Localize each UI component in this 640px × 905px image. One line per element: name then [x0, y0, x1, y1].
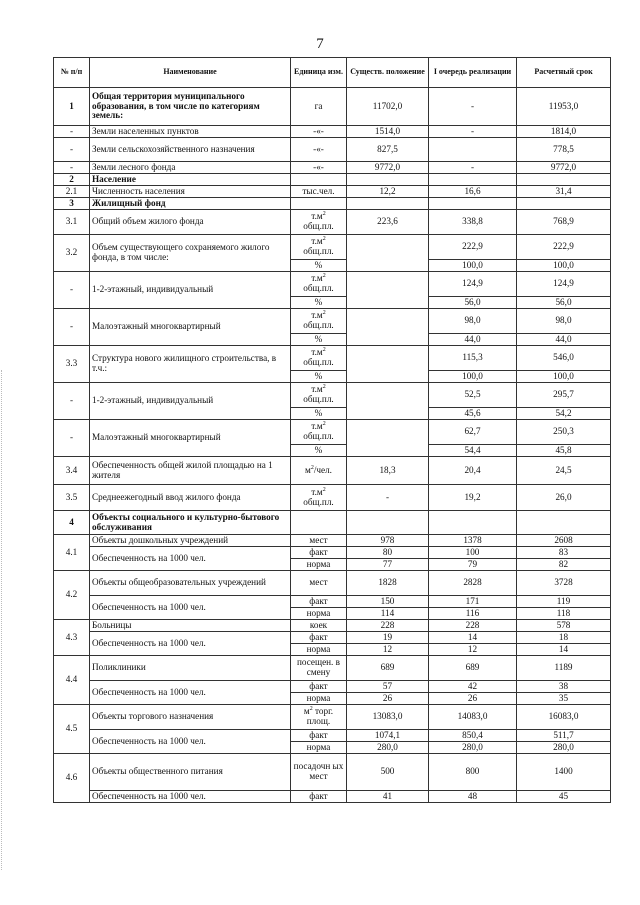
- row-target: 1189: [517, 656, 611, 681]
- header-num: № п/п: [54, 58, 90, 88]
- row-num: -: [54, 383, 90, 420]
- row-existing: 1514,0: [347, 126, 429, 138]
- row-first-percent: 100,0: [429, 260, 517, 272]
- section-title: Объекты социального и культурно-бытового обслуживания: [90, 511, 291, 535]
- table-row: [54, 547, 611, 559]
- table-row: [54, 272, 611, 297]
- row-unit-percent: %: [291, 445, 347, 457]
- section-title: Население: [90, 174, 291, 186]
- row-first: 116: [429, 608, 517, 620]
- row-first: 52,5: [429, 383, 517, 408]
- row-first-percent: 45,6: [429, 408, 517, 420]
- table-row: [54, 620, 611, 632]
- row-subname: Обеспеченность на 1000 чел.: [90, 632, 291, 656]
- row-existing: [347, 346, 429, 383]
- section-num: 3: [54, 198, 90, 210]
- table-row: [54, 730, 611, 742]
- row-first: 48: [429, 791, 517, 803]
- row-existing: 26: [347, 693, 429, 705]
- row-unit: посещен. в смену: [291, 656, 347, 681]
- row-target: 9772,0: [517, 162, 611, 174]
- row-unit-fact: факт: [291, 730, 347, 742]
- row-unit: $т.м^2$ общ.пл.: [291, 210, 347, 235]
- scan-edge-marks: [1, 370, 4, 870]
- row-target: 18: [517, 632, 611, 644]
- row-name: Обеспеченность общей жилой площадью на 1 жителя: [90, 457, 291, 485]
- section-num: 2: [54, 174, 90, 186]
- table-header-row: [54, 58, 611, 88]
- table-row: [54, 656, 611, 681]
- row-first: 19,2: [429, 485, 517, 511]
- row-existing: [347, 309, 429, 346]
- row-existing: 689: [347, 656, 429, 681]
- table-row: [54, 88, 611, 126]
- row-existing: -: [347, 485, 429, 511]
- table-row: [54, 126, 611, 138]
- row-target: 38: [517, 681, 611, 693]
- row-existing: 12,2: [347, 186, 429, 198]
- section-title: Жилищный фонд: [90, 198, 291, 210]
- row-unit: $т.м^2$ общ.пл.: [291, 485, 347, 511]
- row-unit-percent: %: [291, 260, 347, 272]
- row-subname: Обеспеченность на 1000 чел.: [90, 596, 291, 620]
- row-target: 578: [517, 620, 611, 632]
- table-row: [54, 162, 611, 174]
- row-existing: [347, 383, 429, 420]
- row-unit-fact: факт: [291, 632, 347, 644]
- section-num: 4: [54, 511, 90, 535]
- row-first: 14: [429, 632, 517, 644]
- row-first: 42: [429, 681, 517, 693]
- row-num: 3.5: [54, 485, 90, 511]
- row-unit-percent: %: [291, 408, 347, 420]
- row-existing: 19: [347, 632, 429, 644]
- row-first: [429, 138, 517, 162]
- row-num: -: [54, 162, 90, 174]
- row-unit-fact: факт: [291, 547, 347, 559]
- table-row: [54, 681, 611, 693]
- row-first-percent: 44,0: [429, 334, 517, 346]
- table-row: [54, 485, 611, 511]
- row-first: 222,9: [429, 235, 517, 260]
- row-target-percent: 100,0: [517, 371, 611, 383]
- row-num: -: [54, 126, 90, 138]
- row-target: 45: [517, 791, 611, 803]
- row-existing: 80: [347, 547, 429, 559]
- row-num: -: [54, 309, 90, 346]
- row-num: 3.2: [54, 235, 90, 272]
- row-num: -: [54, 420, 90, 457]
- row-unit: тыс.чел.: [291, 186, 347, 198]
- row-unit: -«-: [291, 162, 347, 174]
- table-row: [54, 457, 611, 485]
- row-first: 338,8: [429, 210, 517, 235]
- row-existing: 77: [347, 559, 429, 571]
- row-existing: 11702,0: [347, 88, 429, 126]
- row-existing: 1074,1: [347, 730, 429, 742]
- table-row: [54, 632, 611, 644]
- row-num: -: [54, 272, 90, 309]
- row-unit-percent: %: [291, 371, 347, 383]
- row-target-percent: 100,0: [517, 260, 611, 272]
- row-name: Среднеежегодный ввод жилого фонда: [90, 485, 291, 511]
- row-num: 3.1: [54, 210, 90, 235]
- row-name: Объекты дошкольных учреждений: [90, 535, 291, 547]
- row-unit-percent: %: [291, 297, 347, 309]
- row-target: 98,0: [517, 309, 611, 334]
- row-existing: 41: [347, 791, 429, 803]
- row-first: 115,3: [429, 346, 517, 371]
- row-existing: 150: [347, 596, 429, 608]
- row-target: 3728: [517, 571, 611, 596]
- row-existing: 223,6: [347, 210, 429, 235]
- row-name: Численность населения: [90, 186, 291, 198]
- row-unit: $т.м^2$ общ.пл.: [291, 309, 347, 334]
- row-name: Земли сельскохозяйственного назначения: [90, 138, 291, 162]
- row-first: -: [429, 88, 517, 126]
- row-target: 16083,0: [517, 705, 611, 730]
- row-unit-norm: норма: [291, 693, 347, 705]
- row-first: 16,6: [429, 186, 517, 198]
- row-first: 850,4: [429, 730, 517, 742]
- table-row: [54, 420, 611, 445]
- row-unit: мест: [291, 535, 347, 547]
- row-subname: Обеспеченность на 1000 чел.: [90, 681, 291, 705]
- row-first: 14083,0: [429, 705, 517, 730]
- row-unit: $м^2$ торг. площ.: [291, 705, 347, 730]
- row-existing: 827,5: [347, 138, 429, 162]
- row-first: 280,0: [429, 742, 517, 754]
- row-num: -: [54, 138, 90, 162]
- row-unit: $т.м^2$ общ.пл.: [291, 420, 347, 445]
- row-name: Структура нового жилищного строительства, в т.ч.:: [90, 346, 291, 383]
- row-target: 222,9: [517, 235, 611, 260]
- row-name: Объем существующего сохраняемого жилого фонда, в том числе:: [90, 235, 291, 272]
- row-target: 546,0: [517, 346, 611, 371]
- row-unit-percent: %: [291, 334, 347, 346]
- header-target: Расчетный срок: [517, 58, 611, 88]
- row-existing: 1828: [347, 571, 429, 596]
- row-existing: [347, 235, 429, 260]
- row-target-percent: 56,0: [517, 297, 611, 309]
- row-target: 778,5: [517, 138, 611, 162]
- row-target: 511,7: [517, 730, 611, 742]
- row-unit: -«-: [291, 126, 347, 138]
- row-num: 4.2: [54, 571, 90, 620]
- indicators-table: [53, 57, 611, 803]
- row-name: Общая территория муниципального образования, в том числе по категориям земель:: [90, 88, 291, 126]
- row-first: 79: [429, 559, 517, 571]
- row-unit: мест: [291, 571, 347, 596]
- row-target: 124,9: [517, 272, 611, 297]
- table-row: [54, 596, 611, 608]
- row-num: 4.4: [54, 656, 90, 705]
- header-first-stage: I очередь реализации: [429, 58, 517, 88]
- row-first-percent: 100,0: [429, 371, 517, 383]
- row-existing: 228: [347, 620, 429, 632]
- row-target: 280,0: [517, 742, 611, 754]
- row-unit: $т.м^2$ общ.пл.: [291, 383, 347, 408]
- row-name: Объекты общественного питания: [90, 754, 291, 791]
- row-target: 1400: [517, 754, 611, 791]
- row-unit: $т.м^2$ общ.пл.: [291, 346, 347, 371]
- row-unit-norm: норма: [291, 559, 347, 571]
- row-target: 250,3: [517, 420, 611, 445]
- row-target: 24,5: [517, 457, 611, 485]
- row-target: 31,4: [517, 186, 611, 198]
- row-existing: [347, 272, 429, 309]
- table-row: [54, 346, 611, 371]
- row-target: 2608: [517, 535, 611, 547]
- row-unit-fact: факт: [291, 681, 347, 693]
- table-row: [54, 754, 611, 791]
- row-existing: 13083,0: [347, 705, 429, 730]
- row-name: Больницы: [90, 620, 291, 632]
- section-row: [54, 511, 611, 535]
- row-existing: [347, 260, 429, 272]
- row-unit-norm: норма: [291, 742, 347, 754]
- table-row: [54, 571, 611, 596]
- row-name: Объекты общеобразовательных учреждений: [90, 571, 291, 596]
- row-first: 12: [429, 644, 517, 656]
- table-row: [54, 705, 611, 730]
- row-first: 98,0: [429, 309, 517, 334]
- row-num: 3.4: [54, 457, 90, 485]
- row-name: Поликлиники: [90, 656, 291, 681]
- row-unit: посадочн ых мест: [291, 754, 347, 791]
- row-num: 2.1: [54, 186, 90, 198]
- row-subname: Обеспеченность на 1000 чел.: [90, 791, 291, 803]
- row-first: 20,4: [429, 457, 517, 485]
- row-name: Земли населенных пунктов: [90, 126, 291, 138]
- row-num: 4.5: [54, 705, 90, 754]
- table-row: [54, 791, 611, 803]
- table-row: [54, 186, 611, 198]
- row-existing: 114: [347, 608, 429, 620]
- row-target: 295,7: [517, 383, 611, 408]
- header-unit: Единица изм.: [291, 58, 347, 88]
- row-first: 2828: [429, 571, 517, 596]
- row-num: 1: [54, 88, 90, 126]
- row-target: 11953,0: [517, 88, 611, 126]
- row-existing: 12: [347, 644, 429, 656]
- row-first: 689: [429, 656, 517, 681]
- table-row: [54, 210, 611, 235]
- row-existing: 57: [347, 681, 429, 693]
- row-existing: 18,3: [347, 457, 429, 485]
- row-existing: [347, 420, 429, 457]
- row-num: 4.3: [54, 620, 90, 656]
- row-subname: Обеспеченность на 1000 чел.: [90, 730, 291, 754]
- table-row: [54, 309, 611, 334]
- header-name: Наименование: [90, 58, 291, 88]
- row-first-percent: 56,0: [429, 297, 517, 309]
- row-first: 1378: [429, 535, 517, 547]
- row-name: Малоэтажный многоквартирный: [90, 420, 291, 457]
- row-unit-norm: норма: [291, 644, 347, 656]
- table-row: [54, 235, 611, 260]
- row-name: 1-2-этажный, индивидуальный: [90, 272, 291, 309]
- header-existing: Существ. положение: [347, 58, 429, 88]
- row-num: 4.6: [54, 754, 90, 803]
- row-name: 1-2-этажный, индивидуальный: [90, 383, 291, 420]
- table-row: [54, 535, 611, 547]
- row-num: 3.3: [54, 346, 90, 383]
- row-name: Земли лесного фонда: [90, 162, 291, 174]
- row-first: 100: [429, 547, 517, 559]
- section-row: [54, 198, 611, 210]
- row-target-percent: 44,0: [517, 334, 611, 346]
- row-name: Малоэтажный многоквартирный: [90, 309, 291, 346]
- row-target: 82: [517, 559, 611, 571]
- row-first-percent: 54,4: [429, 445, 517, 457]
- row-unit: $т.м^2$ общ.пл.: [291, 235, 347, 260]
- row-target: 14: [517, 644, 611, 656]
- row-subname: Обеспеченность на 1000 чел.: [90, 547, 291, 571]
- row-unit-fact: факт: [291, 791, 347, 803]
- row-target: 26,0: [517, 485, 611, 511]
- row-target: 35: [517, 693, 611, 705]
- row-target: 768,9: [517, 210, 611, 235]
- table-row: [54, 138, 611, 162]
- row-unit-norm: норма: [291, 608, 347, 620]
- row-target-percent: 45,8: [517, 445, 611, 457]
- row-existing: 978: [347, 535, 429, 547]
- row-unit: га: [291, 88, 347, 126]
- page-number: 7: [316, 36, 324, 52]
- table-row: [54, 383, 611, 408]
- row-unit-fact: факт: [291, 596, 347, 608]
- row-unit: $м^2$/чел.: [291, 457, 347, 485]
- row-name: Объекты торгового назначения: [90, 705, 291, 730]
- row-first: -: [429, 126, 517, 138]
- indicators-table-wrapper: [53, 57, 611, 803]
- row-first: 171: [429, 596, 517, 608]
- row-existing: 280,0: [347, 742, 429, 754]
- row-name: Общий объем жилого фонда: [90, 210, 291, 235]
- row-target: 83: [517, 547, 611, 559]
- row-first: 800: [429, 754, 517, 791]
- row-target: 1814,0: [517, 126, 611, 138]
- row-first: 228: [429, 620, 517, 632]
- row-unit: $т.м^2$ общ.пл.: [291, 272, 347, 297]
- row-existing: 500: [347, 754, 429, 791]
- row-target: 118: [517, 608, 611, 620]
- row-target-percent: 54,2: [517, 408, 611, 420]
- row-existing: 9772,0: [347, 162, 429, 174]
- row-unit: -«-: [291, 138, 347, 162]
- section-row: [54, 174, 611, 186]
- row-first: 62,7: [429, 420, 517, 445]
- row-target: 119: [517, 596, 611, 608]
- row-first: 26: [429, 693, 517, 705]
- row-first: 124,9: [429, 272, 517, 297]
- row-unit: коек: [291, 620, 347, 632]
- row-num: 4.1: [54, 535, 90, 571]
- row-first: -: [429, 162, 517, 174]
